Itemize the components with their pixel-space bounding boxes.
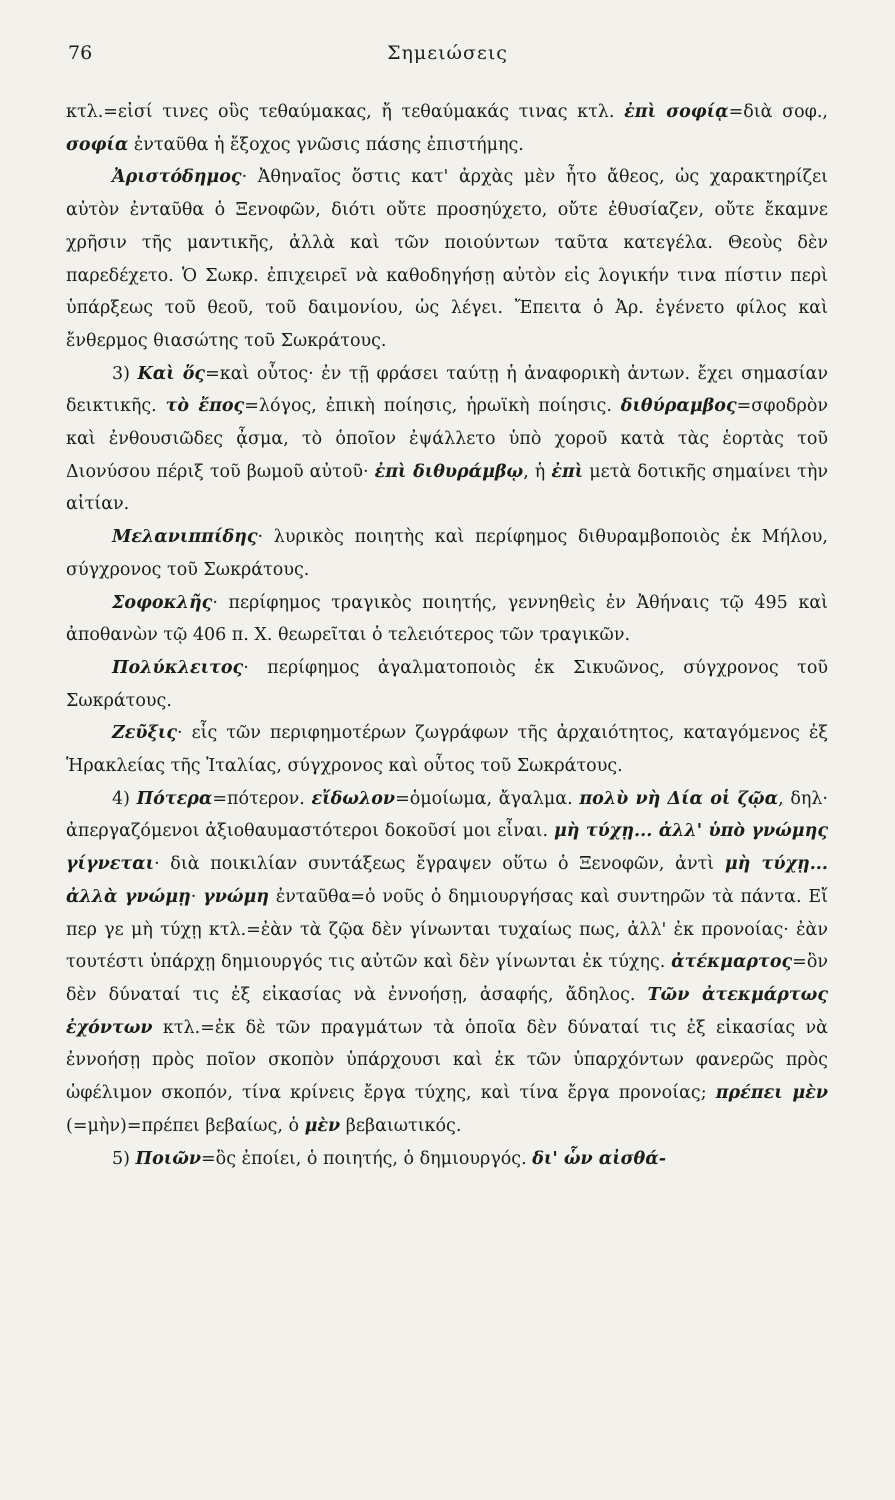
note-text: =ὁμοίωμα, ἄγαλμα.	[395, 788, 580, 809]
lemma-term: Μελανιππίδης	[112, 527, 258, 548]
note-text: , δηλ· ἀπεργαζόμενοι ἀξιοθαυμαστότεροι δοκοῦσί μοι εἶναι.	[66, 788, 828, 842]
note-text: · εἷς τῶν περιφημοτέρων ζωγράφων τῆς ἀρχαιότητος, καταγόμενος ἐξ Ἡρακλείας τῆς Ἰταλίας, σύγχρονος καὶ οὗτος τοῦ Σωκράτους.	[66, 723, 828, 777]
lemma-term: ἀτέκμαρτος	[671, 952, 793, 973]
note-paragraph	[66, 652, 828, 717]
lemma-term: μὴ τύχῃ... ἀλλὰ γνώμῃ	[66, 854, 828, 907]
note-text: · λυρικὸς ποιητὴς καὶ περίφημος διθυραμβοποιὸς ἐκ Μήλου, σύγχρονος τοῦ Σωκράτους.	[66, 527, 828, 580]
lemma-term: μὲν	[304, 1115, 341, 1136]
note-text: , ἡ	[523, 461, 552, 482]
note-text: 5)	[112, 1148, 136, 1169]
note-text: ἐνταῦθα=ὁ νοῦς ὁ δημιουργήσας καὶ συντηρῶν τὰ πάντα. Εἴ περ γε μὴ τύχῃ κτλ.=ἐὰν τὰ ζῷα δὲν γίνωνται τυχαίως πως, ἀλλ' ἐκ προνοίας· ἐὰν τουτέστι ὑπάρχῃ δημιουργός τις αὐτῶν καὶ δὲν γίνωνται ἐκ τύχης.	[66, 886, 828, 973]
lemma-term: Πότερα	[136, 788, 213, 809]
note-paragraph	[66, 521, 828, 586]
note-paragraph	[66, 717, 828, 782]
lemma-term: Τῶν ἀτεκμάρτως ἐχόντων	[66, 984, 828, 1038]
note-text: · Ἀθηναῖος ὅστις κατ' ἀρχὰς μὲν ἦτο ἄθεος, ὡς χαρακτηρίζει αὐτὸν ἐνταῦθα ὁ Ξενοφῶν, διότι οὔτε προσηύχετο, οὔτε ἐθυσίαζεν, οὔτε ἔκαμνε χρῆσιν τῆς μαντικῆς, ἀλλὰ καὶ τῶν ποιούντων ταῦτα κατεγέλα. Θεοὺς δὲν παρεδέχετο. Ὁ Σωκρ. ἐπιχειρεῖ νὰ καθοδηγήσῃ αὐτὸν εἰς λογικήν τινα πίστιν περὶ ὑπάρξεως τοῦ θεοῦ, τοῦ δαιμονίου, ὡς λέγει. Ἔπειτα ὁ Ἀρ. ἐγένετο φίλος καὶ ἔνθερμος θιασώτης τοῦ Σωκράτους.	[66, 167, 828, 351]
lemma-term: τὸ ἔπος	[165, 396, 245, 417]
note-text: μετὰ δοτικῆς σημαίνει τὴν αἰτίαν.	[66, 461, 828, 515]
note-text: =ὃν δὲν δύναταί τις ἐξ εἰκασίας νὰ ἐννοήσῃ, ἀσαφής, ἄδηλος.	[66, 952, 828, 1005]
note-text: =πότερον.	[212, 788, 312, 809]
note-text: =ὃς ἐποίει, ὁ ποιητής, ὁ δημιουργός.	[201, 1148, 533, 1169]
lemma-term: Σοφοκλῆς	[112, 592, 213, 613]
note-text: ἐνταῦθα ἡ ἔξοχος γνῶσις πάσης ἐπιστήμης.	[128, 134, 524, 155]
note-text: 3)	[112, 363, 138, 384]
note-paragraph	[66, 161, 828, 357]
note-text: ·	[190, 886, 204, 907]
lemma-term: ἐπὶ σοφίᾳ	[624, 102, 729, 122]
note-paragraph	[66, 358, 828, 522]
note-paragraph	[66, 587, 828, 652]
notes-body	[66, 96, 828, 1175]
note-text: βεβαιωτικός.	[340, 1115, 462, 1136]
lemma-term: δι' ὧν αἰσθά-	[532, 1148, 666, 1169]
note-paragraph	[66, 783, 828, 1143]
lemma-term: ἐπὶ διθυράμβῳ	[374, 461, 524, 482]
lemma-term: Ἀριστόδημος	[112, 167, 242, 188]
lemma-term: μὴ τύχῃ... ἀλλ' ὑπὸ γνώμης γίγνεται	[66, 821, 828, 875]
lemma-term: ἐπὶ	[551, 461, 584, 482]
lemma-term: γνώμη	[203, 886, 270, 907]
note-paragraph	[66, 96, 828, 161]
note-paragraph	[66, 1143, 828, 1176]
note-text: =διὰ σοφ.,	[728, 102, 828, 122]
note-text: κτλ.=ἐκ δὲ τῶν πραγμάτων τὰ ὁποῖα δὲν δύναταί τις ἐξ εἰκασίας νὰ ἐννοήσῃ πρὸς ποῖον σκοπὸν ὑπάρχουσι καὶ ἐκ τῶν ὑπαρχόντων φανερῶς πρὸς ὠφέλιμον σκοπόν, τίνα κρίνεις ἔργα τύχης, καὶ τίνα ἔργα προνοίας;	[66, 1017, 828, 1104]
note-text: 4)	[112, 788, 137, 809]
lemma-term: Καὶ ὅς	[137, 363, 206, 384]
lemma-term: πρέπει μὲν	[715, 1083, 828, 1104]
lemma-term: διθύραμβος	[620, 396, 737, 417]
running-title: Σημειώσεις	[387, 42, 508, 64]
page-header	[0, 42, 895, 72]
note-text: =καὶ οὗτος· ἐν τῇ φράσει ταύτῃ ἡ ἀναφορικὴ ἀντων. ἔχει σημασίαν δεικτικῆς.	[66, 363, 828, 417]
lemma-term: πολὺ νὴ Δία οἱ ζῷα	[579, 788, 779, 809]
lemma-term: εἴδωλον	[311, 788, 396, 809]
lemma-term: Ποιῶν	[135, 1148, 202, 1169]
note-text: κτλ.=εἰσί τινες οὓς τεθαύμακας, ἤ τεθαύμακάς τινας κτλ.	[66, 102, 625, 122]
page-number: 76	[68, 42, 93, 64]
lemma-term: σοφία	[66, 134, 129, 155]
lemma-term: Ζεῦξις	[112, 723, 178, 744]
note-text: · περίφημος τραγικὸς ποιητής, γεννηθεὶς ἐν Ἀθήναις τῷ 495 καὶ ἀποθανὼν τῷ 406 π. Χ. θεωρεῖται ὁ τελειότερος τῶν τραγικῶν.	[66, 592, 828, 646]
note-text: · διὰ ποικιλίαν συντάξεως ἔγραψεν οὕτω ὁ Ξενοφῶν, ἀντὶ	[154, 854, 725, 875]
lemma-term: Πολύκλειτος	[112, 657, 244, 678]
note-text: =σφοδρὸν καὶ ἐνθουσιῶδες ᾆσμα, τὸ ὁποῖον ἐψάλλετο ὑπὸ χοροῦ κατὰ τὰς ἑορτὰς τοῦ Διονύσου πέριξ τοῦ βωμοῦ αὐτοῦ·	[66, 396, 829, 482]
note-text: (=μὴν)=πρέπει βεβαίως, ὁ	[66, 1115, 305, 1136]
note-text: · περίφημος ἀγαλματοποιὸς ἐκ Σικυῶνος, σύγχρονος τοῦ Σωκράτους.	[66, 657, 828, 711]
note-text: =λόγος, ἐπικὴ ποίησις, ἡρωϊκὴ ποίησις.	[244, 396, 621, 417]
